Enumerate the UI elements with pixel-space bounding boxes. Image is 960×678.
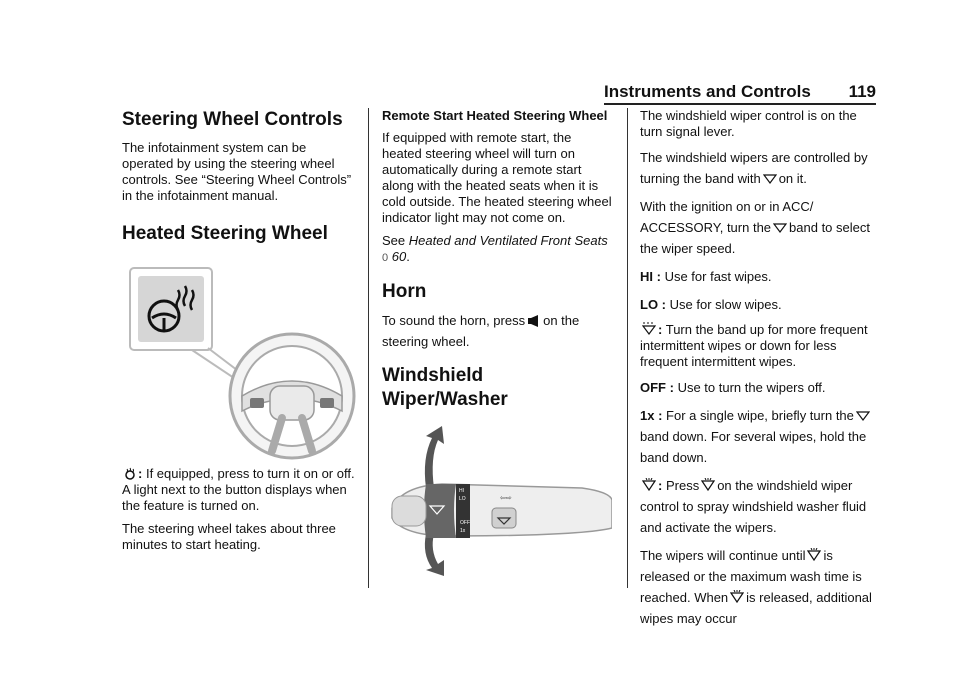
paragraph [382, 310, 612, 352]
cont-text-c: is released, additional wipes may occur [640, 590, 872, 626]
washer-icon [701, 478, 715, 492]
hi-label: HI : [640, 269, 661, 284]
heated-wheel-icon [124, 467, 136, 480]
lever-hi-label: HI [459, 488, 464, 494]
horn-text-b: on the steering wheel. [382, 313, 580, 349]
heading-horn: Horn [382, 281, 427, 302]
see-prefix: See [382, 233, 409, 248]
hi-text: Use for fast wipes. [664, 269, 772, 284]
column-left [122, 108, 358, 560]
off-label: OFF : [640, 380, 674, 395]
paragraph [640, 266, 880, 287]
heated-text: If equipped, press to turn it on or off. A light next to the button displays when the feature is turned on. [122, 466, 355, 513]
lo-text: Use for slow wipes. [669, 297, 782, 312]
heated-label: : [138, 466, 143, 481]
wiper-lever-illustration [382, 418, 612, 578]
p3-text-a: With the ignition on or in ACC/ ACCESSORY, turn the [640, 199, 814, 235]
see-link[interactable]: Heated and Ventilated Front Seats [408, 233, 608, 248]
heading-windshield-wiper: Windshield Wiper/Washer [382, 365, 508, 410]
wiper-icon [856, 410, 870, 422]
horn-icon [527, 315, 541, 327]
paragraph [640, 475, 880, 538]
header-rule [604, 103, 876, 105]
page-ref-icon: 0 [382, 252, 389, 264]
cross-reference [382, 233, 612, 266]
onex-label: 1x : [640, 408, 663, 423]
paragraph [640, 196, 880, 259]
paragraph [122, 466, 358, 514]
paragraph [640, 147, 880, 189]
off-text: Use to turn the wipers off. [677, 380, 826, 395]
paragraph: If equipped with remote start, the heated steering wheel will turn on automatically during a remote start along with the heated seats when it is cold outside. The heated steering wheel indicator light may not come on. [382, 130, 612, 225]
column-divider [627, 108, 628, 588]
paragraph: The steering wheel takes about three minutes to start heating. [122, 521, 336, 552]
int-text: Turn the band up for more frequent intermittent wipes or down for less frequent intermittent wipes. [640, 322, 868, 369]
paragraph: The infotainment system can be operated by using the steering wheel controls. See “Steering Wheel Controls” in the infotainment manual. [122, 140, 352, 203]
column-right [640, 108, 880, 636]
wiper-icon [773, 222, 787, 234]
wiper-icon [763, 173, 777, 185]
lever-1x-label: 1x [460, 528, 466, 534]
cont-text-a: The wipers will continue until [640, 548, 806, 563]
page-header [604, 82, 876, 104]
wash-label: : [658, 478, 663, 493]
paragraph [640, 294, 880, 315]
lever-off-label: OFF [460, 520, 470, 526]
p3-text-b: band to select the wiper speed. [640, 220, 870, 256]
page-number: 119 [848, 82, 876, 101]
paragraph [640, 377, 880, 398]
lo-label: LO : [640, 297, 666, 312]
heading-heated-steering-wheel: Heated Steering Wheel [122, 223, 328, 244]
paragraph [640, 405, 880, 468]
heated-wheel-diagram [122, 246, 358, 466]
p2-text-a: The windshield wipers are controlled by turning the band with [640, 150, 868, 186]
steering-wheel-illustration [122, 246, 358, 466]
cont-text-b: is released or the maximum wash time is reached. When [640, 548, 862, 605]
heading-steering-wheel-controls: Steering Wheel Controls [122, 109, 343, 130]
svg-text:⇦⇨: ⇦⇨ [500, 495, 512, 502]
paragraph: The windshield wiper control is on the turn signal lever. [640, 108, 857, 139]
p2-text-b: on it. [778, 171, 807, 186]
see-end: . [406, 249, 410, 264]
washer-icon [730, 590, 744, 604]
column-divider [368, 108, 369, 588]
washer-icon [642, 478, 656, 492]
paragraph [640, 545, 880, 629]
horn-text-a: To sound the horn, press [382, 313, 526, 328]
wiper-lever-diagram [382, 418, 612, 578]
int-label: : [658, 322, 663, 337]
see-page[interactable]: 60 [391, 249, 407, 264]
lever-lo-label: LO [459, 496, 466, 502]
section-title: Instruments and Controls [604, 82, 811, 101]
washer-icon [807, 548, 821, 562]
onex-text-a: For a single wipe, briefly turn the [666, 408, 854, 423]
intermittent-wiper-icon [642, 322, 656, 336]
wash-text-b: on the windshield wiper control to spray windshield washer fluid and activate the wipers. [640, 478, 867, 535]
subheading-remote-start: Remote Start Heated Steering Wheel [382, 108, 608, 123]
column-middle [382, 108, 612, 578]
wash-text-a: Press [665, 478, 700, 493]
paragraph [640, 322, 880, 370]
onex-text-b: band down. For several wipes, hold the band down. [640, 429, 867, 465]
